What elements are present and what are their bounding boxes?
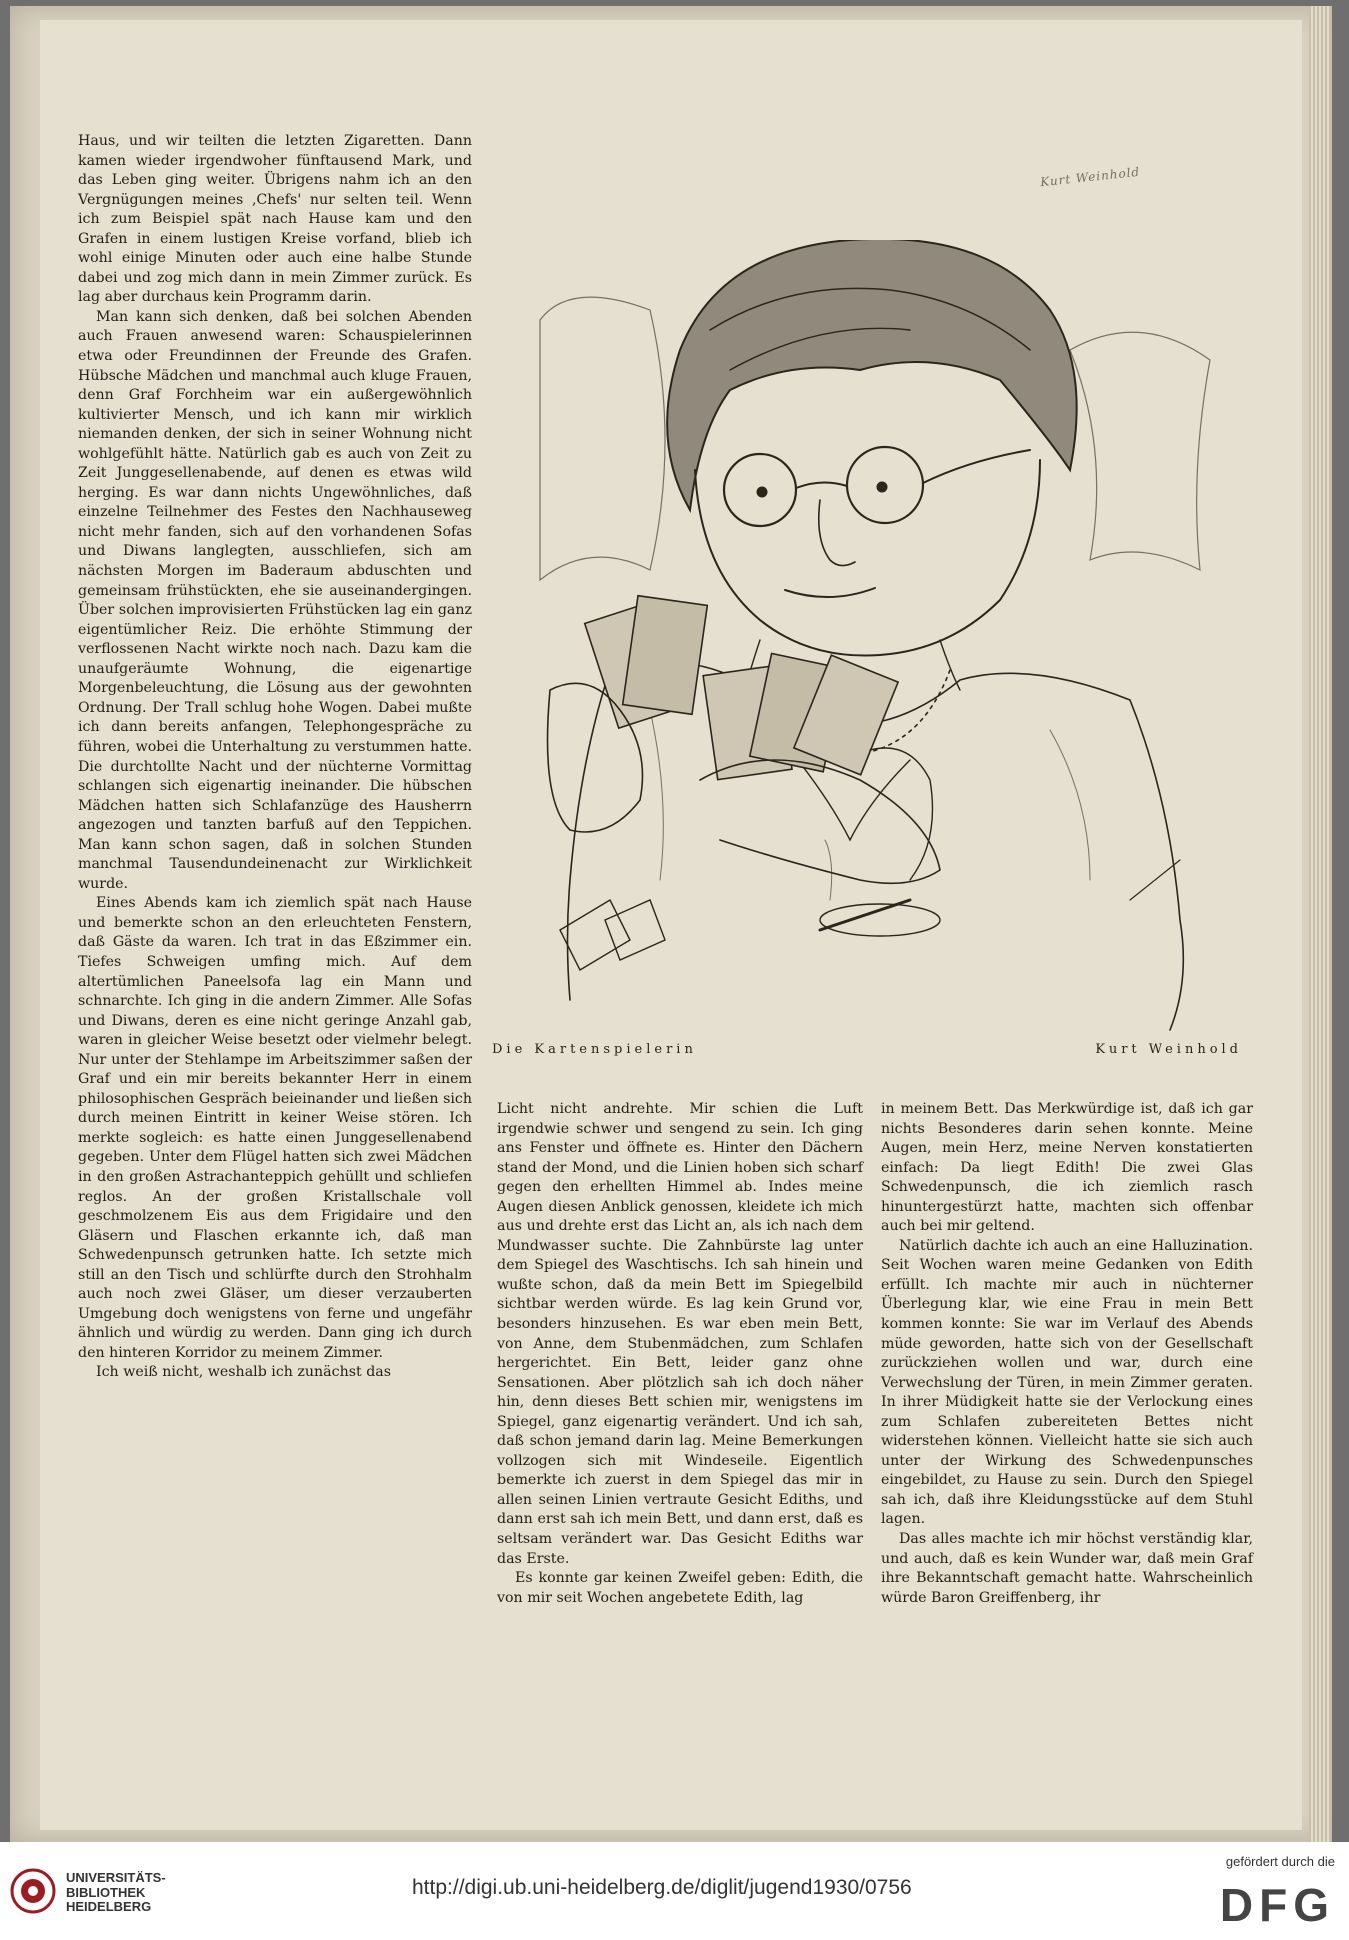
- artist-signature: Kurt Weinhold: [1039, 164, 1141, 190]
- paragraph: in meinem Bett. Das Merkwürdige ist, daß ich gar nichts Besonderes darin sehen konnte. Meine Augen, mein Herz, meine Nerven konstatierten einfach: Da liegt Edith! Die zwei Glas Schwedenpunsch, die ich ziemlich rasch hinuntergestürzt hatte, machten sich offenbar auch bei mir geltend.: [881, 1101, 1253, 1235]
- logo-line: HEIDELBERG: [66, 1899, 152, 1914]
- magazine-page: [40, 20, 1302, 1830]
- paragraph: Man kann sich denken, daß bei solchen Abenden auch Frauen anwesend waren: Schauspielerinnen etwa oder Freundinnen der Freunde des Grafen. Hübsche Mädchen und manchmal auch kluge Frauen, denn Graf Forchheim war ein außergewöhnlich kultivierter Mensch, und ich kann mir wirklich niemanden denken, der sich in seiner Wohnung nicht wohlgefühlt hätte. Natürlich gab es auch von Zeit zu Zeit Junggesellenabende, auf denen es etwas wild herging. Es war dann nichts Ungewöhnliches, daß einzelne Teilnehmer des Festes den Nachhauseweg nicht mehr fanden, sich auf den vorhandenen Sofas und Diwans langlegten, ausschliefen, sich am nächsten Morgen im Baderaum abduschten und gemeinsam frühstückten, ehe sie auseinandergingen. Über solchen improvisierten Frühstücken lag ein ganz eigentümlicher Reiz. Die erhöhte Stimmung der verflossenen Nacht wirkte noch nach. Dazu kam die unaufgeräumte Wohnung, die eigenartige Morgenbeleuchtung, die Lösung aus der gewohnten Ordnung. Der Trall schlug hohe Wogen. Dabei mußte ich dann bereits anfangen, Telephongespräche zu führen, wobei die Unterhaltung zu verstummen hatte. Die durchtollte Nacht und der nüchterne Vormittag schlangen sich eigenartig ineinander. Die hübschen Mädchen hatten sich Schlafanzüge des Hausherrn angezogen und tanzten barfuß auf den Teppichen. Man kann schon sagen, daß in solchen Stunden manchmal Tausendundeinenacht zur Wirklichkeit wurde.: [78, 308, 472, 892]
- illustration-title: Die Kartenspielerin: [492, 1042, 697, 1057]
- paragraph: Es konnte gar keinen Zweifel geben: Edith, die von mir seit Wochen angebetete Edith, lag: [497, 1570, 863, 1606]
- paragraph: Ich weiß nicht, weshalb ich zunächst das: [96, 1364, 392, 1381]
- digitization-footer: [0, 1842, 1349, 1940]
- portrait-illustration: [530, 240, 1220, 1040]
- logo-line: UNIVERSITÄTS-: [66, 1870, 166, 1885]
- logo-line: BIBLIOTHEK: [66, 1884, 146, 1900]
- text-column-left: [78, 132, 472, 1383]
- library-logo-text: [66, 1871, 166, 1915]
- paragraph: Licht nicht andrehte. Mir schien die Luft irgendwie schwer und sengend zu sein. Ich ging ans Fenster und öffnete es. Hinter den Dächern stand der Mond, und die Linien hoben sich scharf gegen den erhellten Himmel ab. Indes meine Augen diesen Anblick genossen, kleidete ich mich aus und drehte erst das Licht an, als ich nach dem Mundwasser suchte. Die Zahnbürste lag unter dem Spiegel des Waschtischs. Ich sah hinein und wußte schon, daß da mein Bett im Spiegelbild sichtbar werden würde. Es lag kein Grund vor, besonders hinzusehen. Es war eben mein Bett, von Anne, dem Stubenmädchen, zum Schlafen hergerichtet. Ein Bett, leider ganz ohne Sensationen. Aber plötzlich sah ich doch näher hin, denn dieses Bett schien mir, wenigstens im Spiegel, ganz eigenartig verändert. Und ich sah, daß schon jemand darin lag. Meine Bemerkungen vollzogen sich mit Windeseile. Eigentlich bemerkte ich zuerst in dem Spiegel das mir in allen seinen Linien vertraute Gesicht Ediths, und dann erst sah ich mein Bett, und dann erst, daß es seltsam verändert war. Das Gesicht Ediths war das Erste.: [497, 1101, 863, 1567]
- text-column-right: [881, 1100, 1253, 1608]
- illustration-artist: Kurt Weinhold: [1095, 1042, 1242, 1057]
- text-column-middle: [497, 1100, 863, 1608]
- university-seal-icon: [10, 1868, 56, 1914]
- page-stack-edge: [1309, 6, 1331, 1842]
- paragraph: Haus, und wir teilten die letzten Zigaretten. Dann kamen wieder irgendwoher fünftausend Mark, und das Leben ging weiter. Übrigens nahm ich an den Vergnügungen meines ‚Chefs' nur selten teil. Wenn ich zum Beispiel spät nach Hause kam und den Grafen in einem lustigen Kreise vorfand, blieb ich wohl einige Minuten oder auch eine halbe Stunde dabei und zog mich dann in mein Zimmer zurück. Es lag aber durchaus kein Programm darin.: [78, 133, 472, 306]
- paragraph: Eines Abends kam ich ziemlich spät nach Hause und bemerkte schon an den erleuchteten Fenstern, daß Gäste da waren. Ich trat in das Eßzimmer ein. Tiefes Schweigen umfing mich. Auf dem altertümlichen Paneelsofa lag ein Mann und schnarchte. Ich ging in die andern Zimmer. Alle Sofas und Diwans, deren es eine nicht geringe Anzahl gab, waren in gleicher Weise besetzt oder vielmehr belegt. Nur unter der Stehlampe im Arbeitszimmer saßen der Graf und ein mir bereits bekannter Herr in einem philosophischen Gespräch beieinander und ließen sich durch meinen Eintritt in keiner Weise stören. Ich merkte sogleich: es hatte einen Junggesellenabend gegeben. Unter dem Flügel hatten sich zwei Mädchen in den großen Astrachanteppich gehüllt und schliefen reglos. An der großen Kristallschale voll geschmolzenem Eis aus dem Frigidaire und den Gläsern und Flaschen erkannte ich, daß man Schwedenpunsch getrunken hatte. Ich setzte mich still an den Tisch und schlürfte durch den Strohhalm auch noch zwei Gläser, um dieser verzauberten Umgebung doch wenigstens von ferne und ungefähr ähnlich und würdig zu werden. Dann ging ich durch den hinteren Korridor zu meinem Zimmer.: [78, 895, 472, 1361]
- funded-by-label: gefördert durch die: [1225, 1854, 1335, 1869]
- paragraph: Natürlich dachte ich auch an eine Halluzination. Seit Wochen waren meine Gedanken von Edith erfüllt. Ich machte mir auch in nüchterner Überlegung klar, wie eine Frau in mein Bett kommen konnte: Sie war im Verlauf des Abends müde geworden, hatte sich von der Gesellschaft zurückziehen wollen und war, durch eine Verwechslung der Türen, in mein Zimmer geraten. In ihrer Müdigkeit hatte sie der Verlockung eines zum Schlafen zubereiteten Bettes nicht widerstehen können. Vielleicht hatte sie sich auch unter der Wirkung des Schwedenpunsches eingebildet, zu Hause zu sein. Durch den Spiegel sah ich, daß ihre Kleidungsstücke auf dem Stuhl lagen.: [881, 1237, 1253, 1528]
- dfg-logo: DFG: [1219, 1879, 1335, 1931]
- permalink-url[interactable]: http://digi.ub.uni-heidelberg.de/diglit/jugend1930/0756: [412, 1876, 912, 1899]
- paragraph: Das alles machte ich mir höchst verständig klar, und auch, daß es kein Wunder war, daß mein Graf ihre Bekanntschaft gemacht hatte. Wahrscheinlich würde Baron Greiffenberg, ihr: [881, 1531, 1253, 1606]
